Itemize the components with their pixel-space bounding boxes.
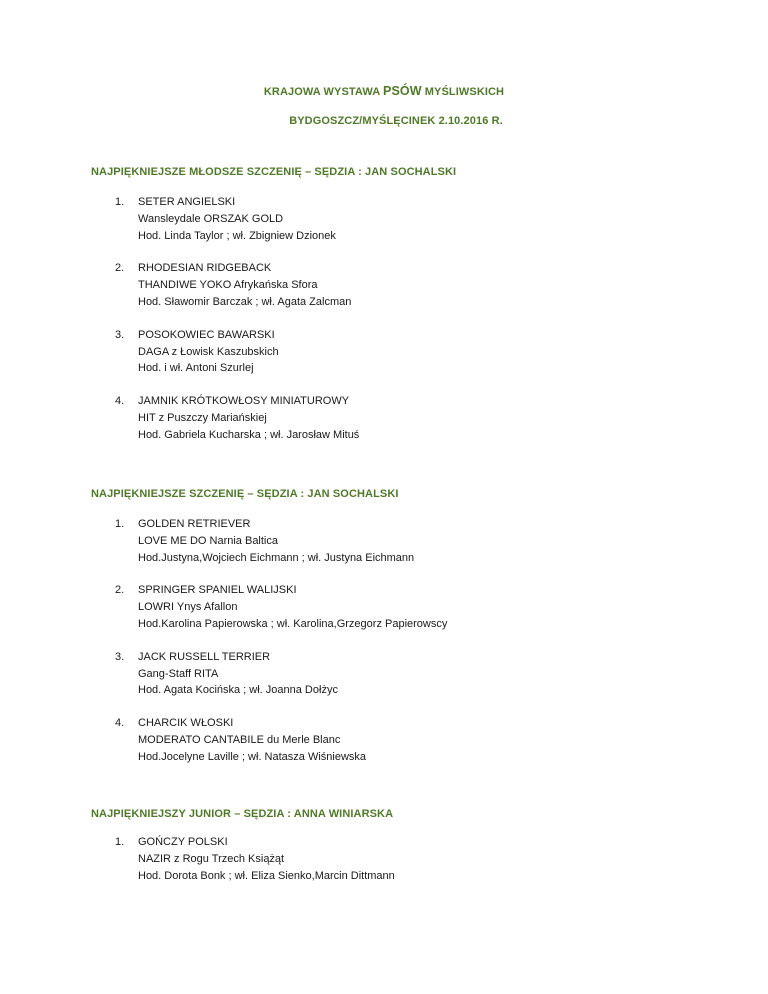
entry-dog: LOVE ME DO Narnia Baltica (138, 534, 278, 547)
entry-number: 2. (115, 262, 125, 275)
entry-dog: NAZIR z Rogu Trzech Książąt (138, 852, 285, 865)
entry-owner: Hod. i wł. Antoni Szurlej (138, 362, 254, 375)
entry-dog: Gang-Staff RITA (138, 667, 219, 680)
entry-owner: Hod.Jocelyne Laville ; wł. Natasza Wiśniewska (138, 750, 367, 763)
entry-dog: THANDIWE YOKO Afrykańska Sfora (138, 279, 318, 292)
entry-owner: Hod.Karolina Papierowska ; wł. Karolina,Grzegorz Papierowscy (138, 617, 448, 630)
entry-list (91, 516, 731, 766)
section-heading: NAJPIĘKNIEJSZE MŁODSZE SZCZENIĘ – SĘDZIA : JAN SOCHALSKI (91, 166, 457, 178)
entry-owner: Hod. Gabriela Kucharska ; wł. Jarosław Mituś (138, 428, 360, 441)
document-title-word: PSÓW (383, 84, 422, 98)
section-heading: NAJPIĘKNIEJSZY JUNIOR – SĘDZIA : ANNA WINIARSKA (91, 808, 394, 820)
entry-number: 4. (115, 717, 125, 730)
entry-owner: Hod. Sławomir Barczak ; wł. Agata Zalcman (138, 295, 352, 308)
entry-owner: Hod. Linda Taylor ; wł. Zbigniew Dzionek (138, 229, 336, 242)
entry-breed: GOŃCZY POLSKI (138, 836, 228, 848)
section-junior (91, 806, 731, 884)
entry-dog: LOWRI Ynys Afallon (138, 601, 238, 614)
entry-breed: SPRINGER SPANIEL WALIJSKI (138, 584, 297, 597)
entry-breed: SETER ANGIELSKI (138, 196, 236, 208)
entry-number: 1. (115, 196, 125, 208)
list-item (91, 582, 731, 632)
list-item (91, 327, 731, 377)
entry-dog: Wansleydale ORSZAK GOLD (138, 212, 284, 225)
list-item (91, 834, 731, 884)
list-item (91, 393, 731, 443)
entry-number: 1. (115, 518, 125, 530)
list-item (91, 649, 731, 699)
entry-number: 3. (115, 650, 125, 663)
entry-breed: JAMNIK KRÓTKOWŁOSY MINIATUROWY (138, 395, 350, 408)
section-puppy (91, 486, 731, 766)
entry-list (91, 834, 731, 884)
entry-number: 3. (115, 328, 125, 341)
entry-dog: DAGA z Łowisk Kaszubskich (138, 345, 279, 358)
entry-breed: GOLDEN RETRIEVER (138, 518, 251, 530)
document-subtitle: BYDGOSZCZ/MYŚLĘCINEK 2.10.2016 R. (289, 115, 503, 127)
entry-breed: POSOKOWIEC BAWARSKI (138, 328, 275, 341)
entry-dog: HIT z Puszczy Mariańskiej (138, 411, 267, 424)
entry-number: 1. (115, 836, 125, 848)
entry-breed: RHODESIAN RIDGEBACK (138, 262, 272, 275)
list-item (91, 260, 731, 310)
entry-owner: Hod. Dorota Bonk ; wł. Eliza Sienko,Marcin Dittmann (138, 869, 395, 882)
entry-owner: Hod.Justyna,Wojciech Eichmann ; wł. Justyna Eichmann (138, 551, 415, 564)
entry-number: 2. (115, 584, 125, 597)
entry-owner: Hod. Agata Kocińska ; wł. Joanna Dołżyc (138, 684, 338, 697)
section-heading: NAJPIĘKNIEJSZE SZCZENIĘ – SĘDZIA : JAN SOCHALSKI (91, 488, 399, 500)
entry-number: 4. (115, 395, 125, 408)
document-title-prefix: KRAJOWA WYSTAWA (263, 86, 384, 98)
document-title-suffix: MYŚLIWSKICH (421, 86, 505, 98)
entry-breed: CHARCIK WŁOSKI (138, 717, 234, 730)
list-item (91, 715, 731, 765)
list-item (91, 194, 731, 244)
list-item (91, 516, 731, 566)
document-title (0, 84, 768, 98)
entry-list (91, 194, 731, 444)
section-younger-puppy (91, 164, 731, 444)
entry-breed: JACK RUSSELL TERRIER (138, 650, 271, 663)
entry-dog: MODERATO CANTABILE du Merle Blanc (138, 733, 341, 746)
